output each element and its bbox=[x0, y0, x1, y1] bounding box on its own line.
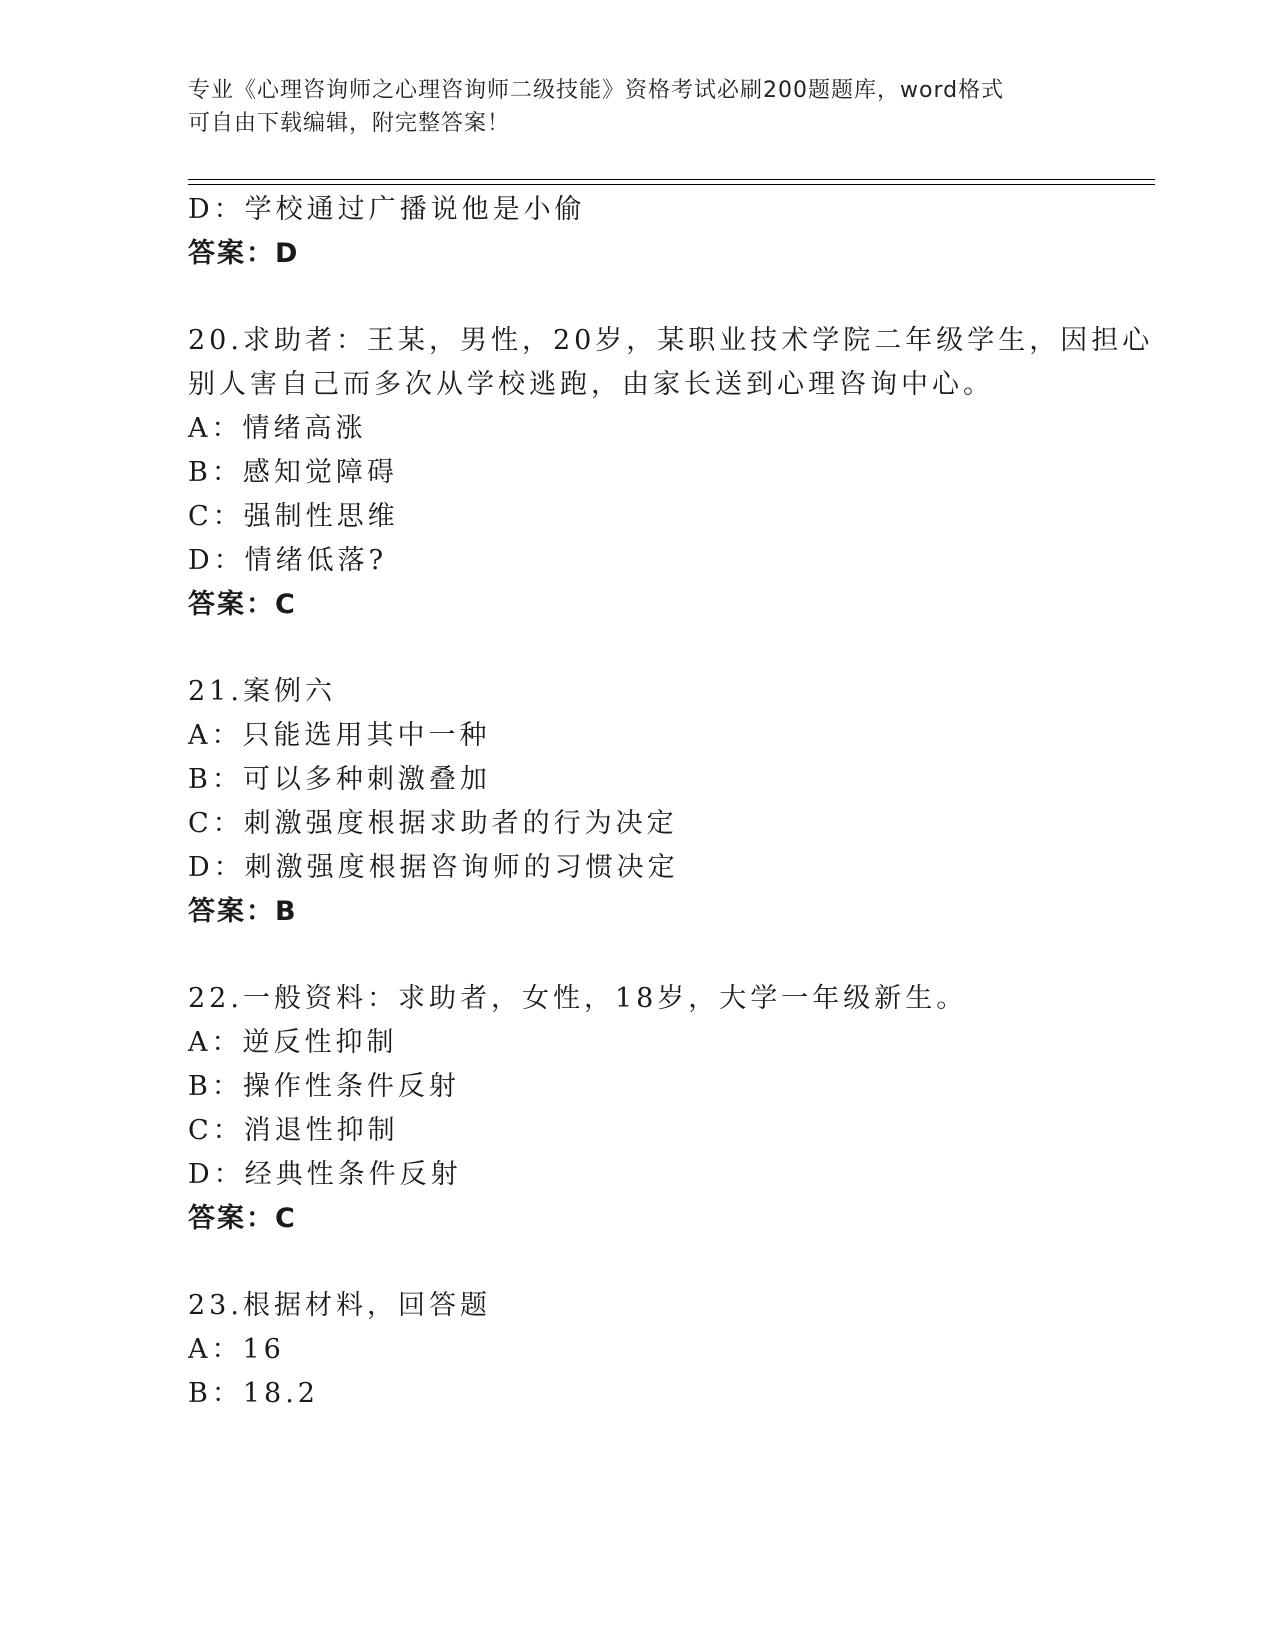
q23-option-b: B：18.2 bbox=[188, 1378, 319, 1409]
header-divider-bottom bbox=[188, 184, 1155, 185]
q20-option-b: B：感知觉障碍 bbox=[188, 457, 398, 488]
q22-stem: 22.一般资料：求助者，女性，18岁，大学一年级新生。 bbox=[188, 983, 968, 1014]
header-line-1: 专业《心理咨询师之心理咨询师二级技能》资格考试必刷200题题库，word格式 bbox=[188, 78, 1005, 103]
q22-option-b: B：操作性条件反射 bbox=[188, 1071, 460, 1102]
q22-option-a: A：逆反性抑制 bbox=[188, 1027, 398, 1058]
q23-stem: 23.根据材料，回答题 bbox=[188, 1290, 491, 1321]
q20-stem-line-1: 20.求助者：王某，男性，20岁，某职业技术学院二年级学生，因担心 bbox=[188, 325, 1154, 356]
header-divider-top bbox=[188, 179, 1155, 180]
document-header bbox=[188, 74, 1088, 140]
q22-option-c: C：消退性抑制 bbox=[188, 1115, 399, 1146]
q20-stem-line-2: 别人害自己而多次从学校逃跑，由家长送到心理咨询中心。 bbox=[188, 369, 994, 400]
q22-option-d: D：经典性条件反射 bbox=[188, 1159, 462, 1190]
q21-answer: 答案：B bbox=[188, 896, 298, 927]
q20-answer: 答案：C bbox=[188, 589, 297, 620]
q20-option-a: A：情绪高涨 bbox=[188, 413, 367, 444]
q21-stem: 21.案例六 bbox=[188, 676, 336, 707]
header-line-2: 可自由下载编辑，附完整答案！ bbox=[188, 111, 511, 136]
q20-option-d: D：情绪低落? bbox=[188, 545, 388, 576]
q21-option-a: A：只能选用其中一种 bbox=[188, 720, 491, 751]
q21-option-b: B：可以多种刺激叠加 bbox=[188, 764, 491, 795]
q23-option-a: A：16 bbox=[188, 1334, 285, 1365]
q21-option-d: D：刺激强度根据咨询师的习惯决定 bbox=[188, 852, 679, 883]
q21-option-c: C：刺激强度根据求助者的行为决定 bbox=[188, 808, 678, 839]
prev-option-d: D：学校通过广播说他是小偷 bbox=[188, 194, 586, 225]
prev-answer: 答案：D bbox=[188, 238, 300, 269]
q22-answer: 答案：C bbox=[188, 1203, 297, 1234]
q20-option-c: C：强制性思维 bbox=[188, 501, 399, 532]
